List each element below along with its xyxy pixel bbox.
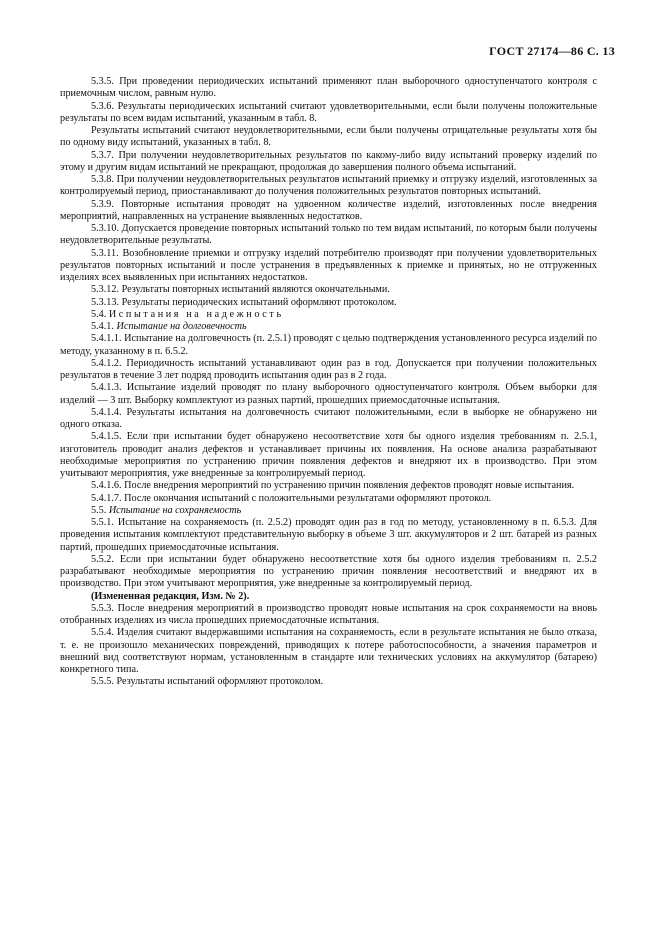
amendment-note: (Измененная редакция, Изм. № 2).	[91, 590, 250, 602]
paragraph-5-3-11: 5.3.11. Возобновление приемки и отгрузку изделий потребителю производят при получении удовлетворительных результатов повторных испытаний и после устранения в предъявленных к приемке и принятых, но не отгруженных изделиях всех выявленных при испытаниях недостатков.	[60, 247, 597, 283]
paragraph-5-4-1-1: 5.4.1.1. Испытание на долговечность (п. 2.5.1) проводят с целью подтверждения установленного ресурса изделий по методу, указанному в п. 6.5.2.	[60, 333, 597, 357]
section-number: 5.5.	[91, 504, 107, 516]
section-heading-5-5	[60, 505, 597, 517]
section-heading-5-4	[60, 309, 597, 321]
section-number: 5.4.	[91, 308, 107, 320]
paragraph-5-3-8: 5.3.8. При получении неудовлетворительных результатов испытаний приемку и отгрузку изделий, изготовленных за контролируемый период, приостанавливают до получения положительных результатов повторных испытаний.	[60, 174, 597, 198]
paragraph-5-3-10: 5.3.10. Допускается проведение повторных испытаний только по тем видам испытаний, по которым были получены неудовлетворительные результаты.	[60, 223, 597, 247]
paragraph-5-3-12: 5.3.12. Результаты повторных испытаний являются окончательными.	[91, 284, 390, 296]
section-heading-5-4-1	[60, 321, 597, 333]
paragraph-5-4-1-7: 5.4.1.7. После окончания испытаний с положительными результатами оформляют протокол.	[91, 492, 492, 504]
paragraph-5-3-6: 5.3.6. Результаты периодических испытаний считают удовлетворительными, если были получены положительные результаты по всем видам испытаний, указанным в табл. 8.	[60, 100, 597, 124]
paragraph-5-4-1-4: 5.4.1.4. Результаты испытания на долговечность считают положительными, если в выборке не обнаружено ни одного отказа.	[60, 406, 597, 430]
paragraph-5-5-3: 5.5.3. После внедрения мероприятий в производство проводят новые испытания на срок сохраняемости на вновь отобранных изделиях из числа прошедших приемосдаточные испытания.	[60, 602, 597, 626]
paragraph-5-5-1: 5.5.1. Испытание на сохраняемость (п. 2.5.2) проводят один раз в год по методу, установленному в п. 6.5.3. Для проведения испытания комплектуют представительную выборку в объеме 3 шт. аккумуляторов и 2 шт. батарей из разных партий, прошедших приемосдаточные испытания.	[60, 517, 597, 553]
paragraph-5-4-1-5: 5.4.1.5. Если при испытании будет обнаружено несоответствие хотя бы одного изделия требованиям п. 2.5.1, изготовитель проводит анализ дефектов и устанавливает причины их появления. На основе анализа разрабатывают необходимые мероприятия по устранению причин появления дефектов и внедряют их в производство. При этом учитывают мероприятия, уже внедренные за контролируемый период.	[60, 431, 597, 479]
paragraph-5-3-13: 5.3.13. Результаты периодических испытаний оформляют протоколом.	[91, 296, 397, 308]
paragraph-5-5-4: 5.5.4. Изделия считают выдержавшими испытания на сохраняемость, если в результате испытания не было отказа, т. е. не произошло механических повреждений, приводящих к потере работоспособности, а значения параметров и внешний вид соответствуют нормам, установленным в стандарте или технических условиях на аккумулятор (батарею) конкретного типа.	[60, 627, 597, 675]
section-number: 5.4.1.	[91, 321, 114, 332]
paragraph-5-4-1-6: 5.4.1.6. После внедрения мероприятий по устранению причин появления дефектов проводят новые испытания.	[91, 480, 575, 492]
paragraph-5-4-1-2: 5.4.1.2. Периодичность испытаний устанавливают один раз в год. Допускается при получении положительных результатов в течение 3 лет подряд проводить испытания один раз в 2 года.	[60, 357, 597, 381]
paragraph-5-3-6-cont: Результаты испытаний считают неудовлетворительными, если были получены отрицательные результаты хотя бы по одному виду испытаний, указанных в табл. 8.	[60, 125, 597, 149]
document-body	[60, 76, 597, 689]
section-title: Испытание на сохраняемость	[108, 504, 242, 516]
page-header: ГОСТ 27174—86 С. 13	[489, 44, 615, 58]
section-title: Испытания на надежность	[108, 308, 284, 320]
paragraph-5-3-7: 5.3.7. При получении неудовлетворительных результатов по какому-либо виду испытаний проверку изделий по этому и другим видам испытаний не прекращают, продолжая до завершения полного объема испытаний.	[60, 149, 597, 173]
paragraph-5-5-5: 5.5.5. Результаты испытаний оформляют протоколом.	[91, 676, 324, 688]
paragraph-5-3-9: 5.3.9. Повторные испытания проводят на удвоенном количестве изделий, изготовленных после внедрения мероприятий, направленных на устранение выявленных недостатков.	[60, 198, 597, 222]
section-title: Испытание на долговечность	[116, 321, 247, 332]
paragraph-5-5-2: 5.5.2. Если при испытании будет обнаружено несоответствие хотя бы одного изделия требованиям п. 2.5.2 разрабатывают необходимые мероприятия по устранению причин появления несоответствий и внедряют их в производство. При этом учитывают мероприятия, уже внедренные за контролируемый период.	[60, 553, 597, 590]
paragraph-5-3-5: 5.3.5. При проведении периодических испытаний применяют план выборочного одноступенчатого контроля с приемочным числом, равным нулю.	[60, 76, 597, 100]
paragraph-5-4-1-3: 5.4.1.3. Испытание изделий проводят по плану выборочного одноступенчатого контроля. Объем выборки для изделий — 3 шт. Выборку комплектуют из разных партий, прошедших приемосдаточные испытания.	[60, 382, 597, 406]
